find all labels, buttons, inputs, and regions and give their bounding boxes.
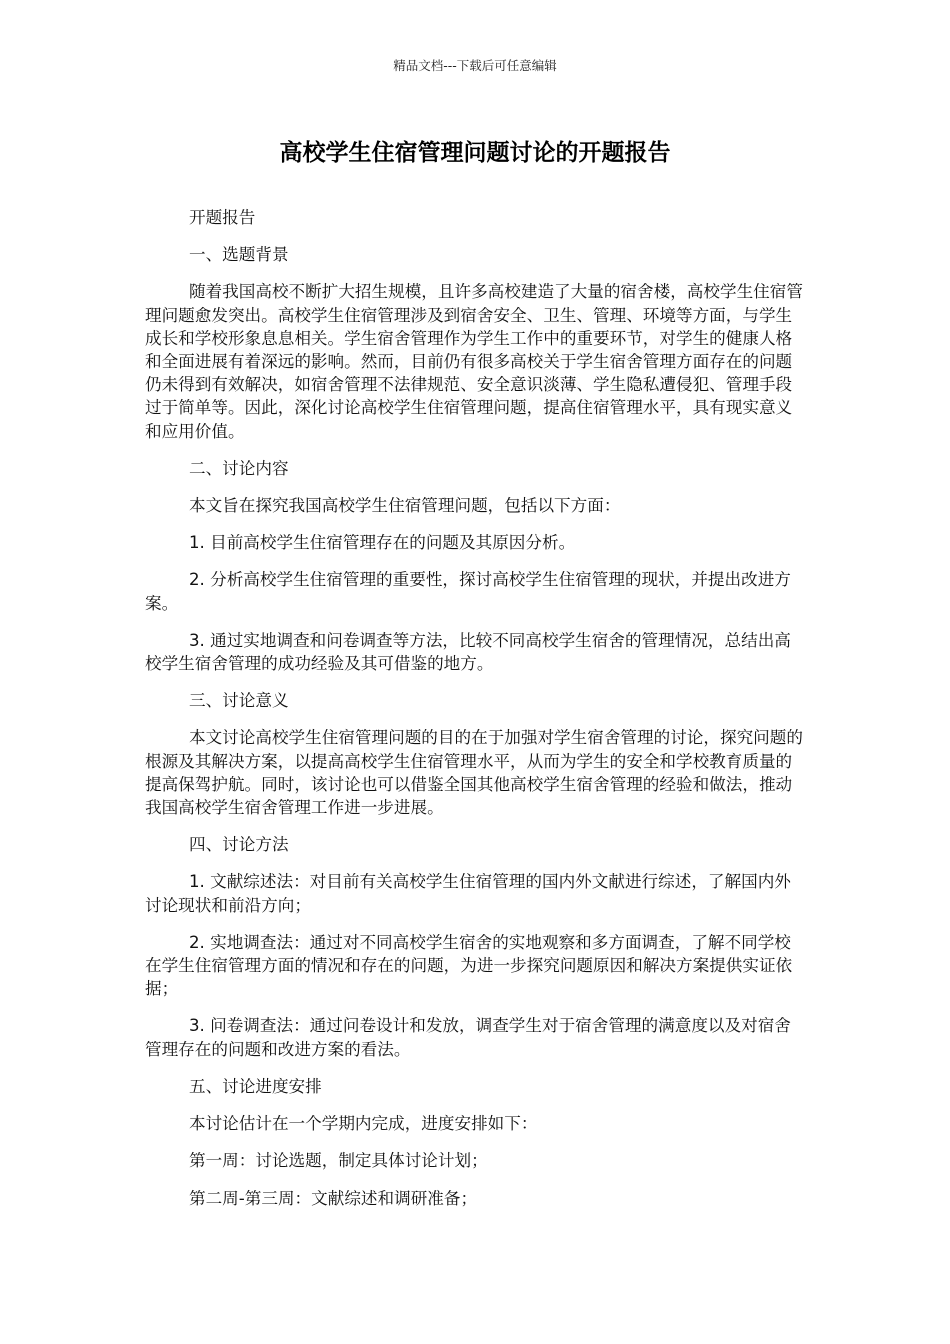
header-note: 精品文档---下载后可任意编辑 [393,58,557,73]
list-item-method-1: 1. 文献综述法：对目前有关高校学生住宿管理的国内外文献进行综述，了解国内外讨论现状和前沿方向； [145,872,791,915]
list-item-content-1: 1. 目前高校学生住宿管理存在的问题及其原因分析。 [189,533,576,553]
paragraph-background: 随着我国高校不断扩大招生规模，且许多高校建造了大量的宿舍楼，高校学生住宿管理问题愈发突出。高校学生住宿管理涉及到宿舍安全、卫生、管理、环境等方面，与学生成长和学校形象息息相关。学生宿舍管理作为学生工作中的重要环节，对学生的健康人格和全面进展有着深远的影响。然而，目前仍有很多高校关于学生宿舍管理方面存在的问题仍未得到有效解决，如宿舍管理不法律规范、安全意识淡薄、学生隐私遭侵犯、管理手段过于简单等。因此，深化讨论高校学生住宿管理问题，提高住宿管理水平，具有现实意义和应用价值。 [145,282,803,441]
document-title: 高校学生住宿管理问题讨论的开题报告 [279,140,671,166]
list-item-method-2: 2. 实地调查法：通过对不同高校学生宿舍的实地观察和多方面调查，了解不同学校在学生住宿管理方面的情况和存在的问题，为进一步探究问题原因和解决方案提供实证依据； [145,932,793,999]
section-heading-background: 一、选题背景 [189,245,289,265]
section-heading-significance: 三、讨论意义 [189,691,289,711]
paragraph-significance: 本文讨论高校学生住宿管理问题的目的在于加强对学生宿舍管理的讨论，探究问题的根源及其解决方案，以提高高校学生住宿管理水平，从而为学生的安全和学校教育质量的提高保驾护航。同时，该讨论也可以借鉴全国其他高校学生宿舍管理的经验和做法，推动我国高校学生宿舍管理工作进一步进展。 [145,728,803,818]
schedule-item-week-2-3: 第二周-第三周：文献综述和调研准备； [189,1188,478,1208]
list-item-content-3: 3. 通过实地调查和问卷调查等方法，比较不同高校学生宿舍的管理情况，总结出高校学生宿舍管理的成功经验及其可借鉴的地方。 [145,630,791,674]
section-heading-content: 二、讨论内容 [189,458,289,478]
paragraph-schedule-intro: 本讨论估计在一个学期内完成，进度安排如下： [189,1114,538,1134]
schedule-item-week-1: 第一周：讨论选题，制定具体讨论计划； [189,1151,488,1171]
paragraph-report-label: 开题报告 [189,208,256,227]
list-item-content-2: 2. 分析高校学生住宿管理的重要性，探讨高校学生住宿管理的现状，并提出改进方案。 [145,570,791,613]
document-body [145,206,807,1224]
section-heading-methods: 四、讨论方法 [189,835,289,855]
list-item-method-3: 3. 问卷调查法：通过问卷设计和发放，调查学生对于宿舍管理的满意度以及对宿舍管理存在的问题和改进方案的看法。 [145,1016,791,1059]
section-heading-schedule: 五、讨论进度安排 [189,1076,322,1096]
paragraph-content-intro: 本文旨在探究我国高校学生住宿管理问题，包括以下方面： [189,496,621,516]
